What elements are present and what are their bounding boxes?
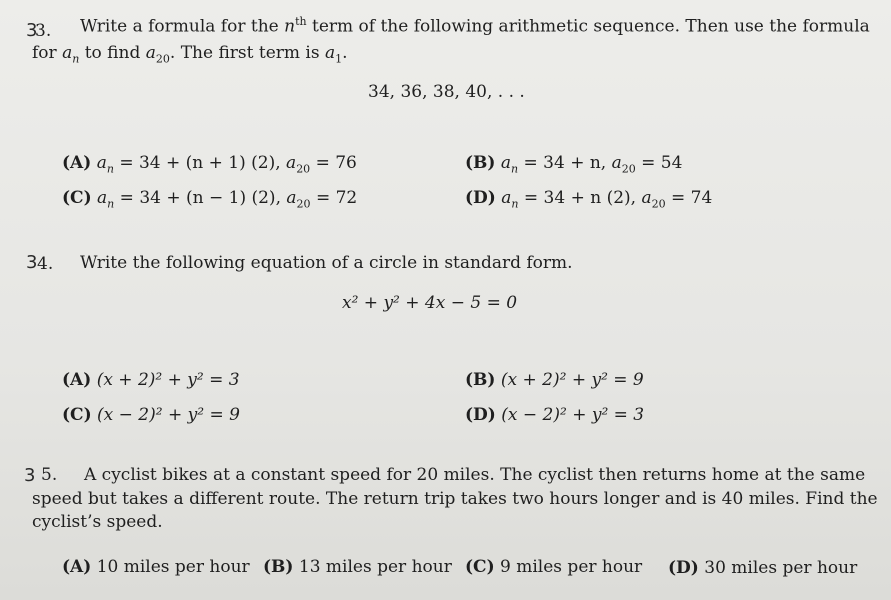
q33-option-a[interactable]: (A) $a_n = 34 + (n + 1)$ (2), $a_{20} = 76$: [62, 153, 357, 176]
q34-equation: x² + y² + 4x − 5 = 0: [342, 293, 518, 313]
q34-option-d[interactable]: (D) (x − 2)² + y² = 3: [465, 405, 645, 425]
q33-prompt-line1: Write a formula for the $n^{th}$ term of the following arithmetic sequence. Then use the formula: [80, 15, 870, 37]
q34-option-c[interactable]: (C) (x − 2)² + y² = 9: [62, 405, 240, 425]
q35-option-d[interactable]: (D) 30 miles per hour: [668, 558, 858, 578]
q33-sequence: 34, 36, 38, 40, . . .: [368, 82, 525, 102]
q33-hand-number: 3: [26, 20, 38, 41]
q35-prompt-line3: cyclist’s speed.: [32, 512, 163, 532]
q34-hand-number: 3: [26, 252, 38, 273]
q33-option-d[interactable]: (D) $a_n = 34 + n$ (2), $a_{20} = 74$: [465, 188, 713, 211]
q35-option-a[interactable]: (A) 10 miles per hour: [62, 557, 250, 577]
q35-option-b[interactable]: (B) 13 miles per hour: [263, 557, 452, 577]
q33-number: 3.: [35, 21, 52, 41]
q34-prompt: Write the following equation of a circle in standard form.: [80, 253, 573, 273]
q33-option-c[interactable]: (C) $a_n = 34 + (n - 1)$ (2), $a_{20} = 72$: [62, 188, 358, 211]
q35-prompt-line2: speed but takes a different route. The return trip takes two hours longer and is 40 miles. Find the: [32, 489, 878, 509]
q34-option-b[interactable]: (B) (x + 2)² + y² = 9: [465, 370, 644, 390]
q34-number: 4.: [37, 254, 54, 274]
q35-hand-number: 3: [24, 465, 36, 486]
q35-prompt-line1: A cyclist bikes at a constant speed for 20 miles. The cyclist then returns home at the same: [84, 465, 866, 485]
q35-option-c[interactable]: (C) 9 miles per hour: [465, 557, 643, 577]
q33-option-b[interactable]: (B) $a_n = 34 + n$, $a_{20} = 54$: [465, 153, 683, 176]
q33-prompt-line2: for $a_n$ to find $a_{20}$. The first term is $a_1$.: [32, 43, 348, 66]
q34-option-a[interactable]: (A) (x + 2)² + y² = 3: [62, 370, 240, 390]
q35-number: 5.: [41, 465, 58, 485]
